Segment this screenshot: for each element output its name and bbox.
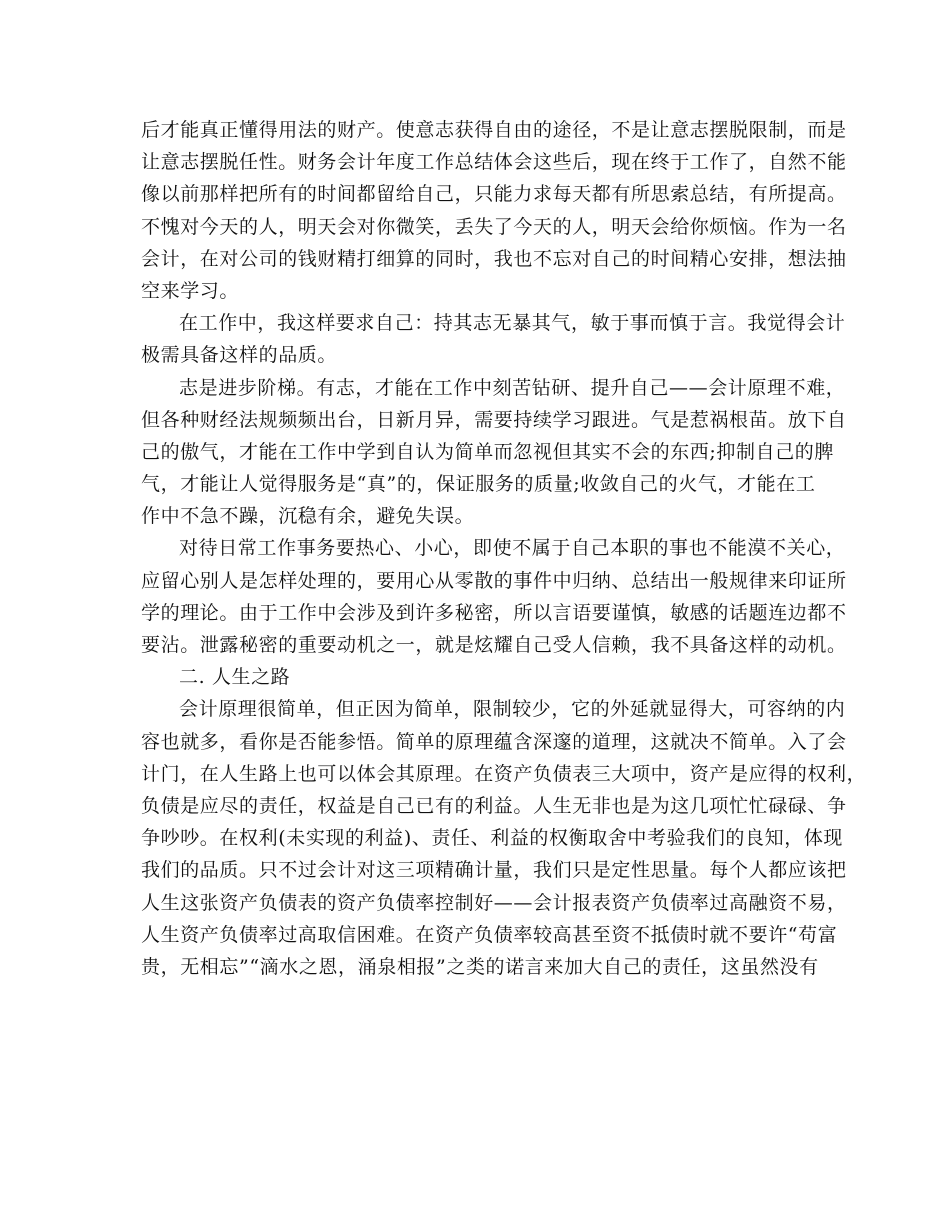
text-line: 学的理论。由于工作中会涉及到许多秘密，所以言语要谨慎，敏感的话题连边都不 [141, 601, 847, 624]
text-line: 气，才能让人觉得服务是“真”的，保证服务的质量;收敛自己的火气，才能在工 [141, 473, 816, 496]
text-line: 不愧对今天的人，明天会对你微笑，丢失了今天的人，明天会给你烦恼。作为一名 [141, 215, 847, 238]
paragraph-first-line: 在工作中，我这样要求自己：持其志无暴其气，敏于事而慎于言。我觉得会计 [179, 312, 846, 335]
text-line: 贵，无相忘”“滴水之恩，涌泉相报”之类的诺言来加大自己的责任，这虽然没有 [141, 955, 819, 978]
text-line: 我们的品质。只不过会计对这三项精确计量，我们只是定性思量。每个人都应该把 [141, 859, 847, 882]
text-line: 但各种财经法规频频出台，日新月异，需要持续学习跟进。气是惹祸根苗。放下自 [141, 408, 847, 431]
text-line: 争吵吵。在权利(未实现的利益)、责任、利益的权衡取舍中考验我们的良知，体现 [141, 827, 844, 850]
text-line: 计门，在人生路上也可以体会其原理。在资产负债表三大项中，资产是应得的权利， [141, 762, 867, 785]
text-line: 后才能真正懂得用法的财产。使意志获得自由的途径，不是让意志摆脱限制，而是 [141, 119, 847, 141]
text-line: 空来学习。 [141, 279, 240, 302]
text-line: 容也就多，看你是否能参悟。简单的原理蕴含深邃的道理，这就决不简单。入了会 [141, 730, 847, 753]
paragraph-first-line: 志是进步阶梯。有志，才能在工作中刻苦钻研、提升自己——会计原理不难， [179, 376, 846, 399]
paragraph-first-line: 会计原理很简单，但正因为简单，限制较少，它的外延就显得大，可容纳的内 [179, 698, 846, 721]
text-line: 像以前那样把所有的时间都留给自己，只能力求每天都有所思索总结，有所提高。 [141, 183, 847, 206]
text-line: 人生资产负债率过高取信困难。在资产负债率较高甚至资不抵债时就不要许“苟富 [141, 923, 838, 946]
text-line: 要沾。泄露秘密的重要动机之一，就是炫耀自己受人信赖，我不具备这样的动机。 [141, 634, 847, 656]
body-text [141, 114, 867, 983]
text-line: 己的傲气，才能在工作中学到自认为简单而忽视但其实不会的东西;抑制自己的脾 [141, 440, 835, 463]
text-line: 极需具备这样的品质。 [141, 344, 338, 367]
text-line: 应留心别人是怎样处理的，要用心从零散的事件中归纳、总结出一般规律来印证所 [141, 569, 847, 592]
paragraph-first-line: 二. 人生之路 [179, 666, 291, 689]
text-line: 人生这张资产负债表的资产负债率控制好——会计报表资产负债率过高融资不易， [141, 891, 847, 914]
text-line: 作中不急不躁，沉稳有余，避免失误。 [141, 505, 475, 528]
text-line: 让意志摆脱任性。财务会计年度工作总结体会这些后，现在终于工作了，自然不能 [141, 151, 847, 174]
text-line: 负债是应尽的责任，权益是自己已有的利益。人生无非也是为这几项忙忙碌碌、争 [141, 794, 847, 817]
paragraph-first-line: 对待日常工作事务要热心、小心，即使不属于自己本职的事也不能漠不关心， [179, 537, 846, 560]
text-line: 会计，在对公司的钱财精打细算的同时，我也不忘对自己的时间精心安排，想法抽 [141, 247, 847, 270]
